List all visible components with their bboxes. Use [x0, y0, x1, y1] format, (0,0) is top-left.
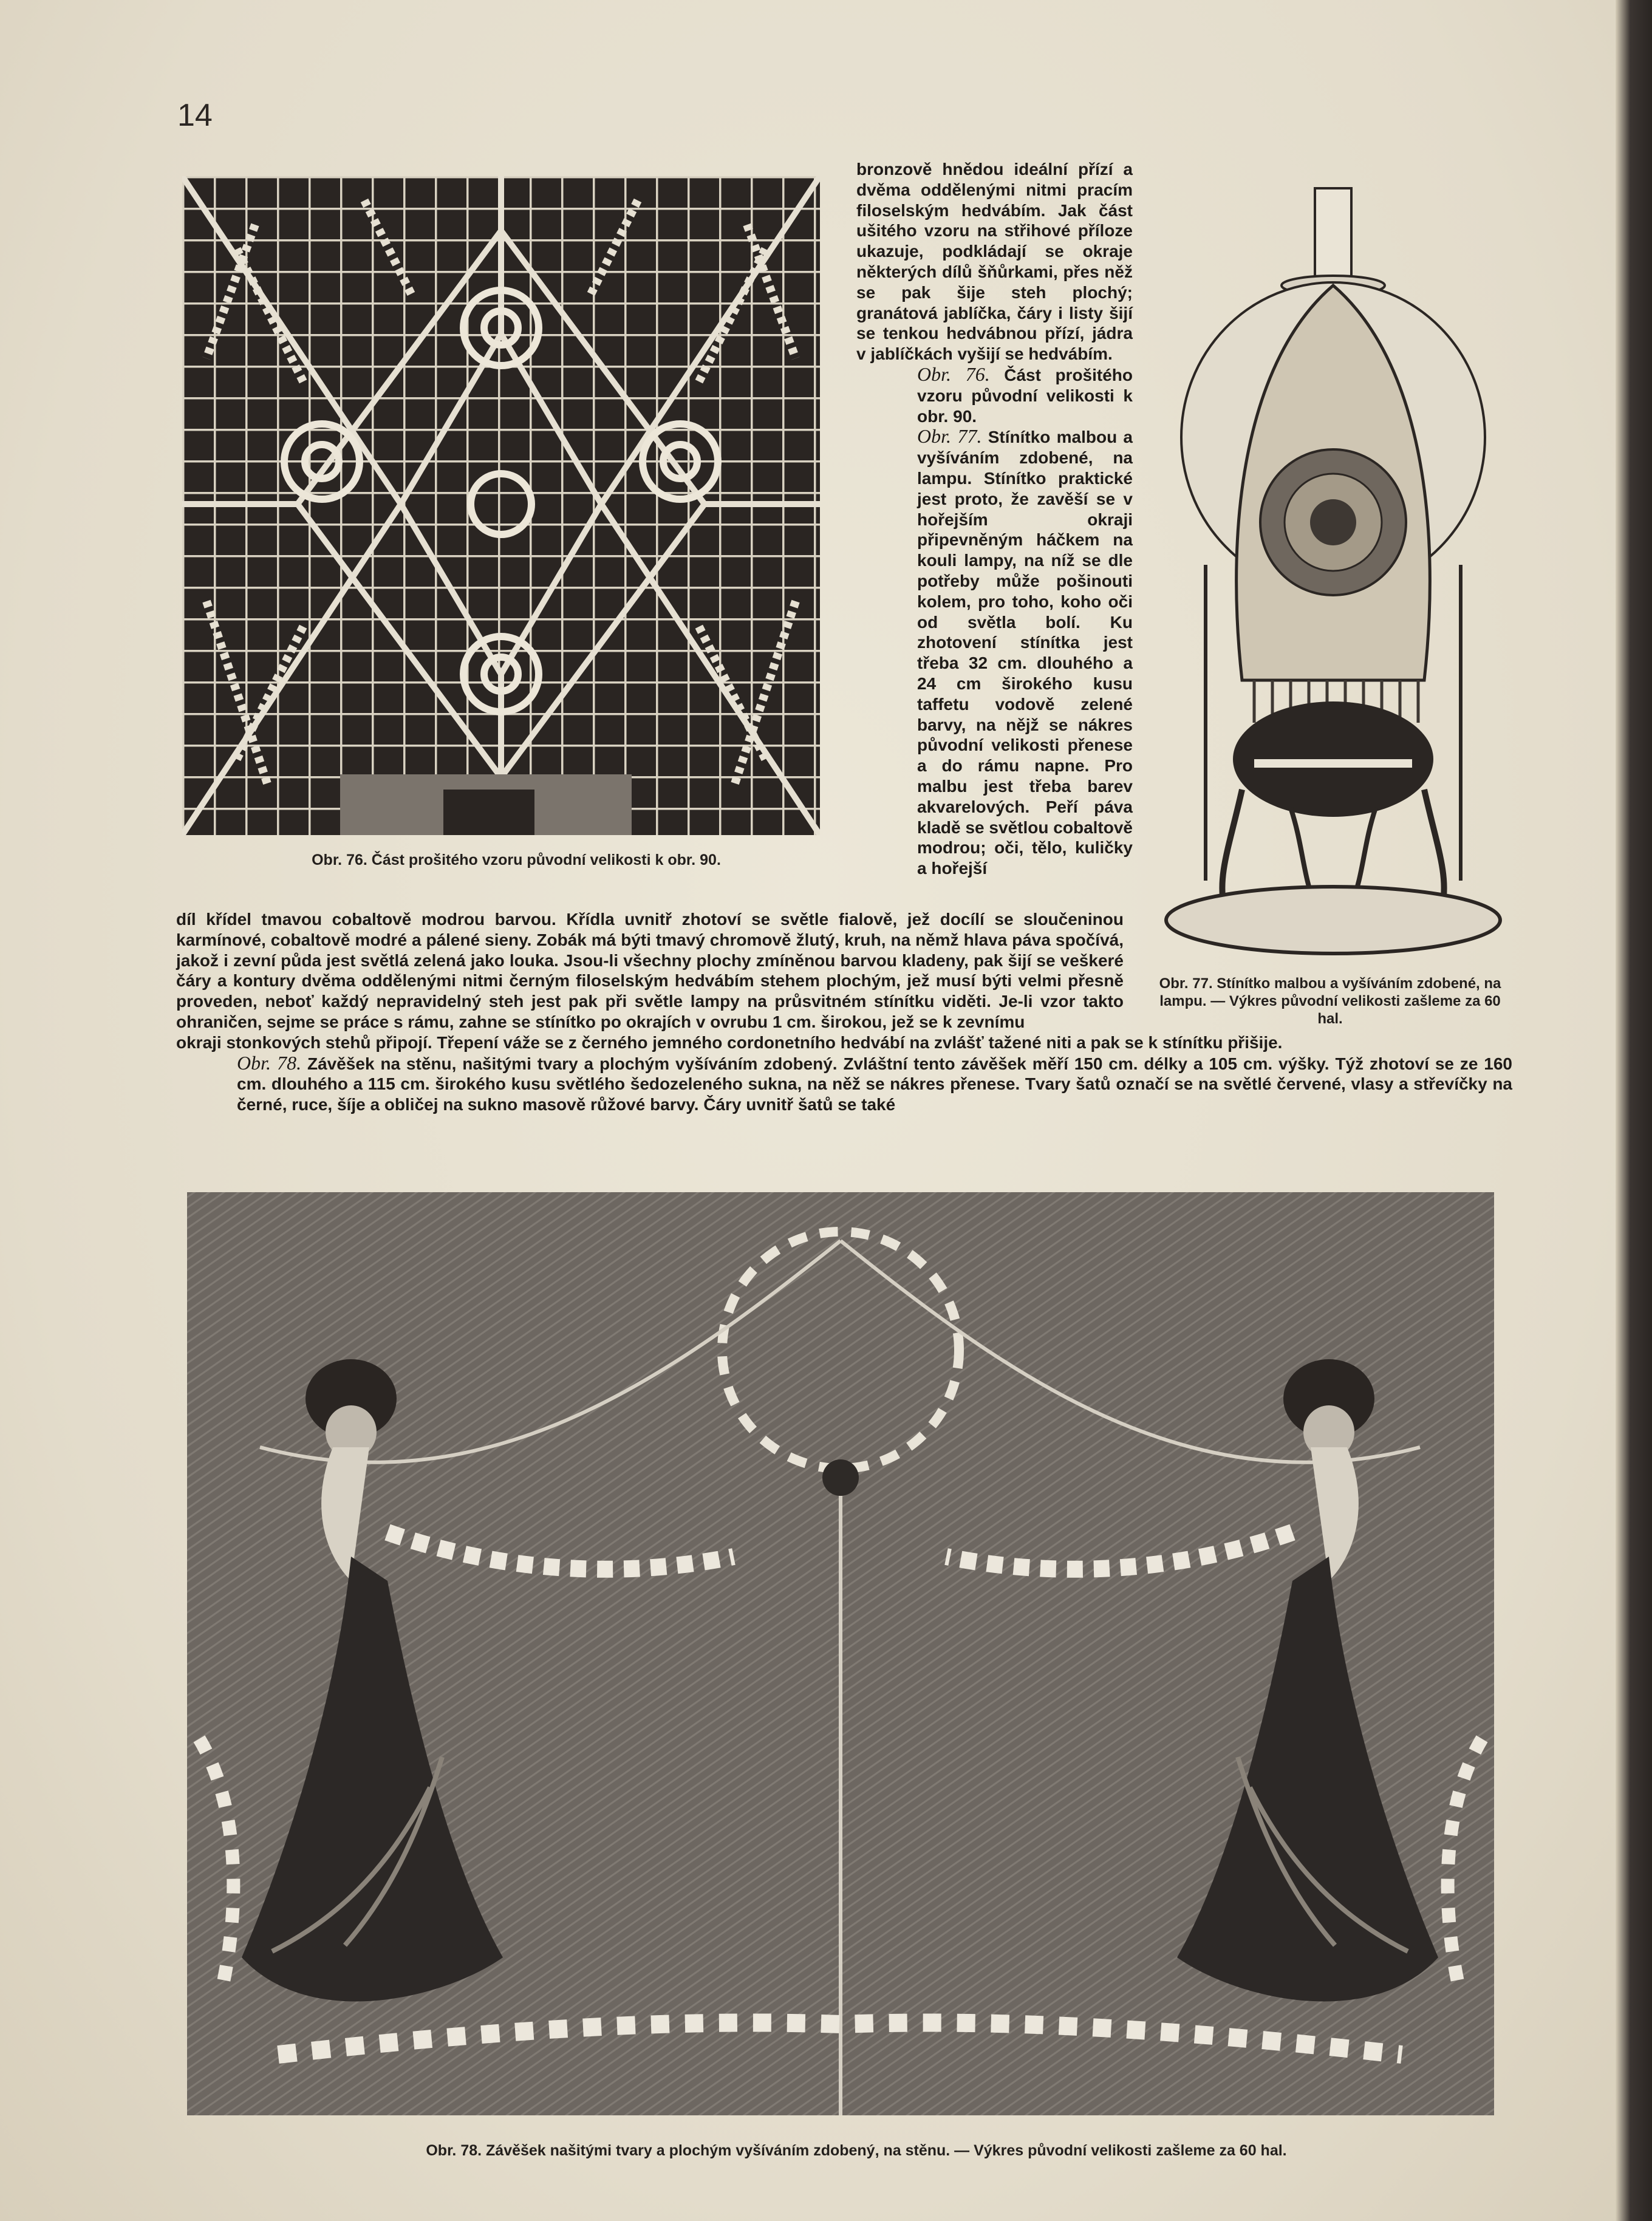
full-width-text: [176, 909, 1512, 1115]
column-paragraph-2: [856, 364, 1133, 426]
column-text: [856, 159, 1133, 879]
obr-76-text: Část prošitého vzoru původní velikosti k obr. 90.: [917, 365, 1133, 426]
obr-77-text: Stínítko malbou a vyšíváním zdobené, na lampu. Stínítko praktické jest proto, že zavěší se v hořejším okraji připevněným háčkem na kouli lampy, na níž se dle potřeby může pošinouti kolem, pro toho, koho oči od světla bolí. Ku zhotovení stínítka jest třeba 32 cm. dlouhého a 24 cm širokého kusu taffetu vodově zelené barvy, na nějž se nákres původní velikosti přenese a do rámu napne. Pro malbu jest třeba barev akvarelových. Peří páva kladě se světlou cobaltově modrou; oči, tělo, kuličky a hořejší: [917, 428, 1133, 878]
page-number: 14: [177, 98, 213, 133]
figure-77-lamp-shade: [1151, 176, 1509, 960]
figure-78-caption: Obr. 78. Závěšek našitými tvary a plochým vyšíváním zdobený, na stěnu. — Výkres původní velikosti zašleme za 60 hal.: [426, 2142, 1287, 2159]
figure-76-caption: Obr. 76. Část prošitého vzoru původní velikosti k obr. 90.: [312, 851, 721, 868]
obr-77-label: Obr. 77.: [917, 425, 982, 448]
full-paragraph-1-narrow: díl křídel tmavou cobaltově modrou barvou. Křídla uvnitř zhotoví se světle fialově, jež docílí se sloučeninou karmínové, cobaltově modré a pálené sieny. Zobák má býti tmavý chromově žlutý, kruh, na němž hlava páva spočívá, jakož i zevní půda jest světlá zelená jako louka. Jsou-li všechny plochy zmíněnou barvou kladeny, pak šijí se veškeré čáry a kontury dvěma oddělenými nitmi černým filoselským hedvábím stehem plochým, jež musí býti velmi přesně proveden, neboť každý nepravidelný steh jest pak při světle lampy na průsvitném stínítku viděti. Je-li vzor takto ohraničen, sejme se práce s rámu, zahne se stínítko po okrajích v ovrubu 1 cm. širokou, jež se k zevnímu: [176, 910, 1124, 1031]
figure-78-wall-hanging: [187, 1192, 1494, 2115]
book-spine-edge: [1616, 0, 1652, 2221]
full-paragraph-1-wide: okraji stonkových stehů připojí. Třepení váže se z černého jemného cordonetního hedvábí na zvlášť tažené niti a pak se k stínítku přišije.: [176, 1032, 1283, 1052]
wall-hanging-illustration: [187, 1192, 1494, 2115]
full-paragraph-2: [176, 1053, 1512, 1115]
figure-76-embroidery-pattern: [182, 176, 820, 835]
figure-77-caption: Obr. 77. Stínítko malbou a vyšíváním zdobené, na lampu. — Výkres původní velikosti zašleme za 60 hal.: [1159, 975, 1501, 1027]
lamp-illustration: [1151, 176, 1509, 960]
column-paragraph-1: bronzově hnědou ideální přízí a dvěma oddělenými nitmi pracím filoselským hedvábím. Jak část ušitého vzoru na střihové příloze ukazuje, podkládají se okraje některých dílů šňůrkami, přes něž se pak šije steh plochý; granátová jablíčka, čáry i listy šijí se tenkou hedvábnou přízí, jádra v jablíčkách vyšijí se hedvábím.: [856, 160, 1133, 364]
obr-78-text: Závěšek na stěnu, našitými tvary a plochým vyšíváním zdobený. Zvláštní tento závěšek měří 150 cm. délky a 105 cm. výšky. Týž zhotoví se ze 160 cm. dlouhého a 115 cm. širokého kusu světlého šedozeleného sukna, na něž se nákres přenese. Tvary šatů označí se na světlé červené, vlasy a střevíčky na černé, ruce, šíje a obličej na sukno masově růžové barvy. Čáry uvnitř šatů se také: [237, 1054, 1513, 1114]
obr-78-label: Obr. 78.: [237, 1051, 302, 1074]
obr-76-label: Obr. 76.: [917, 363, 990, 385]
column-paragraph-3: [856, 426, 1133, 879]
embroidery-pattern-illustration: [182, 176, 820, 835]
